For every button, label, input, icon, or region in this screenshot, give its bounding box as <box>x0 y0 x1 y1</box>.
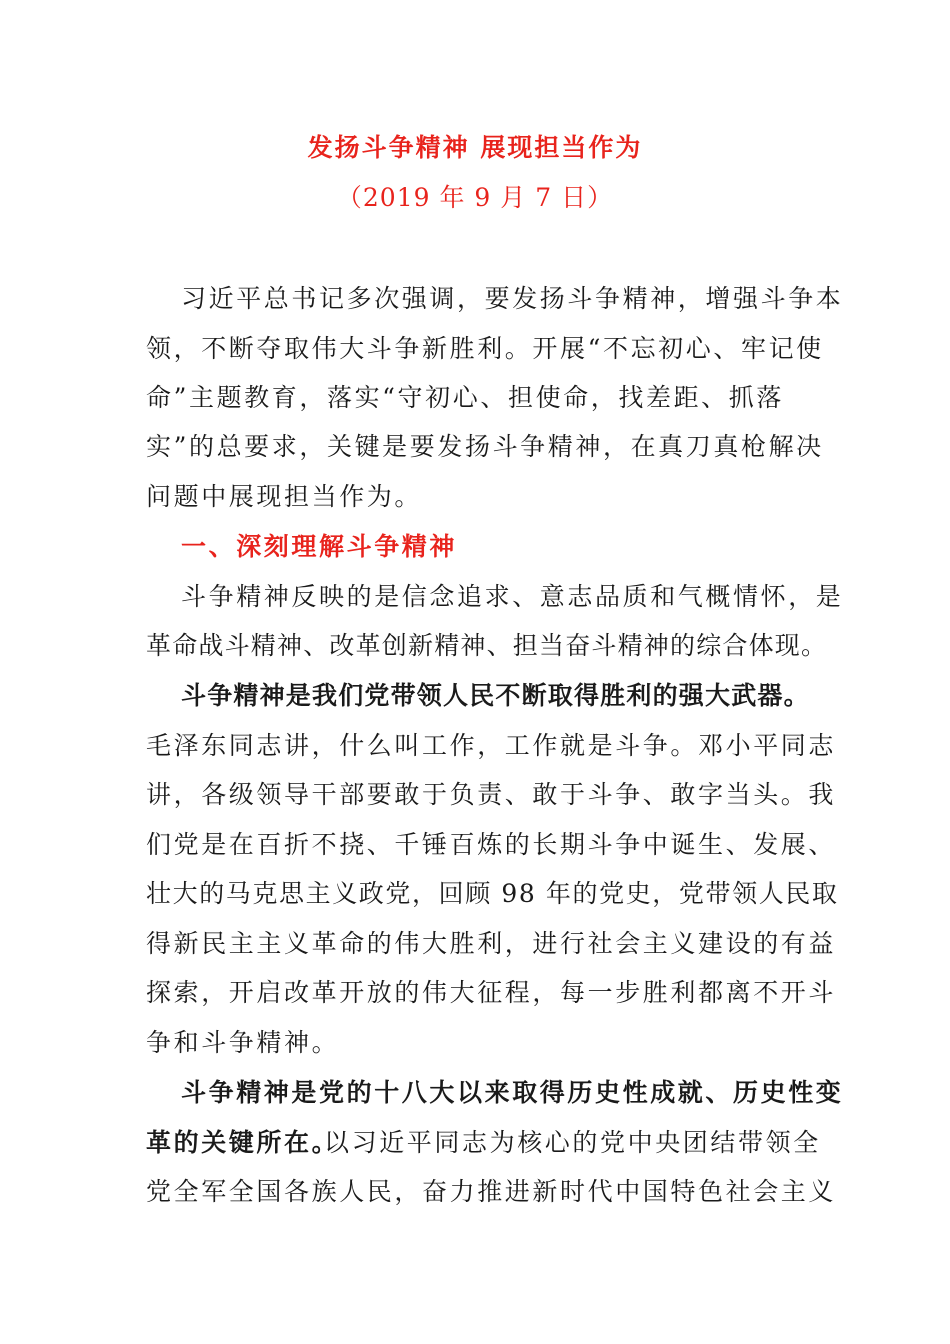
paragraph-line: 命”主题教育，落实“守初心、担使命，找差距、抓落 <box>146 383 784 412</box>
paragraph-line: 党全军全国各族人民，奋力推进新时代中国特色社会主义 <box>146 1177 837 1206</box>
bold-lead-sentence-end: 革的关键所在。 <box>146 1128 340 1157</box>
paragraph-line: 斗争精神反映的是信念追求、意志品质和气概情怀，是 <box>181 582 844 611</box>
document-date: （2019 年 9 月 7 日） <box>336 183 614 212</box>
paragraph-line: 以习近平同志为核心的党中央团结带领全 <box>324 1128 821 1157</box>
document-title: 发扬斗争精神 展现担当作为 <box>307 133 643 162</box>
paragraph-line: 探索，开启改革开放的伟大征程，每一步胜利都离不开斗 <box>146 978 837 1007</box>
bold-lead-sentence: 斗争精神是我们党带领人民不断取得胜利的强大武器。 <box>181 681 810 710</box>
paragraph-line: 革命战斗精神、改革创新精神、担当奋斗精神的综合体现。 <box>146 631 828 660</box>
bold-lead-sentence: 斗争精神是党的十八大以来取得历史性成就、历史性变 <box>181 1078 844 1107</box>
paragraph-line: 得新民主主义革命的伟大胜利，进行社会主义建设的有益 <box>146 929 837 958</box>
paragraph-line: 壮大的马克思主义政党，回顾 98 年的党史，党带领人民取 <box>146 879 839 908</box>
paragraph-line: 们党是在百折不挠、千锤百炼的长期斗争中诞生、发展、 <box>146 830 837 859</box>
paragraph-line: 领，不断夺取伟大斗争新胜利。开展“不忘初心、牢记使 <box>146 334 824 363</box>
paragraph-line: 讲，各级领导干部要敢于负责、敢于斗争、敢字当头。我 <box>146 780 837 809</box>
paragraph-line: 毛泽东同志讲，什么叫工作，工作就是斗争。邓小平同志 <box>146 731 837 760</box>
paragraph-line: 问题中展现担当作为。 <box>146 482 423 511</box>
section-heading: 一、深刻理解斗争精神 <box>181 532 458 561</box>
paragraph-line: 实”的总要求，关键是要发扬斗争精神，在真刀真枪解决 <box>146 432 824 461</box>
paragraph-line: 习近平总书记多次强调，要发扬斗争精神，增强斗争本 <box>181 284 844 313</box>
paragraph-line: 争和斗争精神。 <box>146 1028 340 1057</box>
